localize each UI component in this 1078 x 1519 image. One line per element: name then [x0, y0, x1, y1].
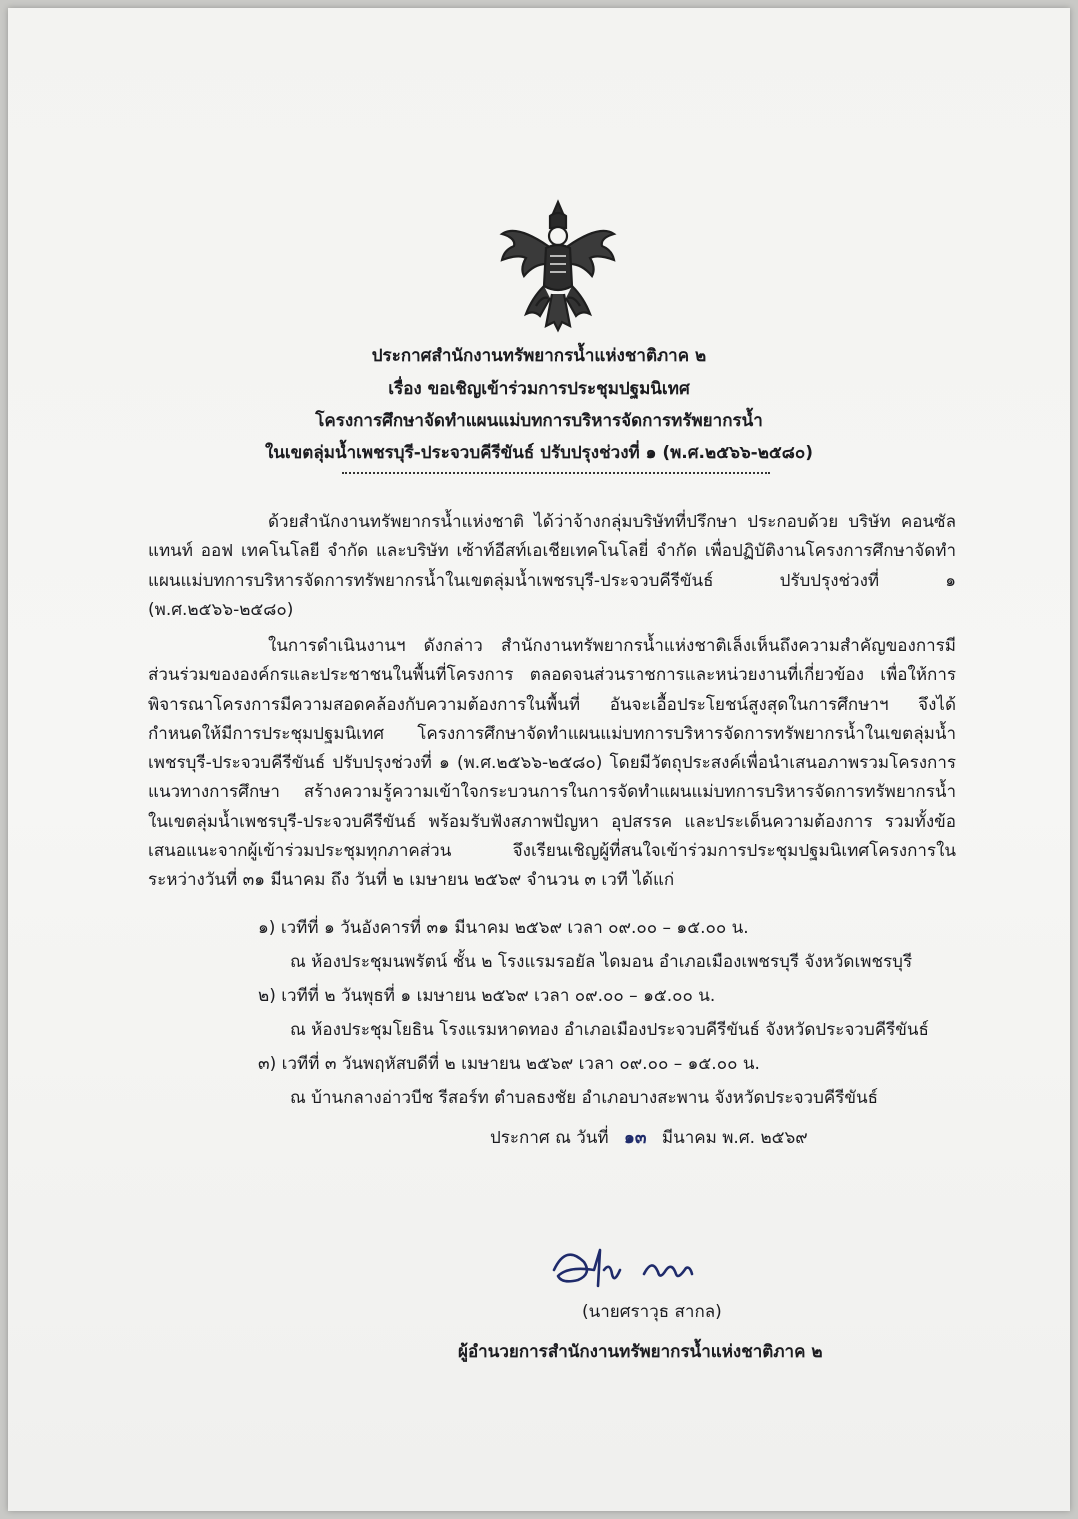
session-1-time: ๑) เวทีที่ ๑ วันอังคารที่ ๓๑ มีนาคม ๒๕๖๙ เวลา ๐๙.๐๐ – ๑๕.๐๐ น. [258, 918, 749, 938]
project-scope-line: ในเขตลุ่มน้ำเพชรบุรี-ประจวบคีรีขันธ์ ปรับปรุงช่วงที่ ๑ (พ.ศ.๒๕๖๖-๒๕๘๐) [264, 443, 814, 463]
body-paragraph-2: ในการดำเนินงานฯ ดังกล่าว สำนักงานทรัพยากรน้ำแห่งชาติเล็งเห็นถึงความสำคัญของการมีส่วนร่วมขององค์กรและประชาชนในพื้นที่โครงการ ตลอดจนส่วนราชการและหน่วยงานที่เกี่ยวข้อง เพื่อให้การพิจารณาโครงการมีความสอดคล้องกับความต้องการในพื้นที่ อันจะเอื้อประโยชน์สูงสุดในการศึกษาฯ จึงได้กำหนดให้มีการประชุมปฐมนิเทศ โครงการศึกษาจัดทำแผนแม่บทการบริหารจัดการทรัพยากรน้ำในเขตลุ่มน้ำเพชรบุรี-ประจวบคีรีขันธ์ ปรับปรุงช่วงที่ ๑ (พ.ศ.๒๕๖๖-๒๕๘๐) โดยมีวัตถุประสงค์เพื่อนำเสนอภาพรวมโครงการ แนวทางการศึกษา สร้างความรู้ความเข้าใจกระบวนการในการจัดทำแผนแม่บทการบริหารจัดการทรัพยากรน้ำในเขตลุ่มน้ำเพชรบุรี-ประจวบคีรีขันธ์ พร้อมรับฟังสภาพปัญหา อุปสรรค และประเด็นความต้องการ รวมทั้งข้อเสนอแนะจากผู้เข้าร่วมประชุมทุกภาคส่วน จึงเรียนเชิญผู้ที่สนใจเข้าร่วมการประชุมปฐมนิเทศโครงการในระหว่างวันที่ ๓๑ มีนาคม ถึง วันที่ ๒ เมษายน ๒๕๖๙ จำนวน ๓ เวที ได้แก่ [148, 636, 956, 891]
session-2-time: ๒) เวทีที่ ๒ วันพุธที่ ๑ เมษายน ๒๕๖๙ เวลา ๐๙.๐๐ – ๑๕.๐๐ น. [258, 986, 716, 1006]
project-name-line: โครงการศึกษาจัดทำแผนแม่บทการบริหารจัดการทรัพยากรน้ำ [315, 411, 763, 431]
announce-month-year: มีนาคม พ.ศ. ๒๕๖๙ [661, 1128, 808, 1148]
garuda-emblem-icon [496, 194, 620, 336]
document-page [8, 8, 1070, 1511]
signatory-position: ผู้อำนวยการสำนักงานทรัพยากรน้ำแห่งชาติภาค ๒ [458, 1342, 823, 1362]
session-3-venue: ณ บ้านกลางอ่าวบีช รีสอร์ท ตำบลธงชัย อำเภอบางสะพาน จังหวัดประจวบคีรีขันธ์ [290, 1088, 878, 1108]
announce-day: ๑๓ [624, 1128, 647, 1148]
announce-date [490, 1126, 808, 1150]
body-paragraph-1: ด้วยสำนักงานทรัพยากรน้ำแห่งชาติ ได้ว่าจ้างกลุ่มบริษัทที่ปรึกษา ประกอบด้วย บริษัท คอนซัลแทนท์ ออฟ เทคโนโลยี จำกัด และบริษัท เซ้าท์อีสท์เอเชียเทคโนโลยี่ จำกัด เพื่อปฏิบัติงานโครงการศึกษาจัดทำแผนแม่บทการบริหารจัดการทรัพยากรน้ำในเขตลุ่มน้ำเพชรบุรี-ประจวบคีรีขันธ์ ปรับปรุงช่วงที่ ๑ (พ.ศ.๒๕๖๖-๒๕๘๐) [148, 512, 956, 620]
session-3-time: ๓) เวทีที่ ๓ วันพฤหัสบดีที่ ๒ เมษายน ๒๕๖๙ เวลา ๐๙.๐๐ – ๑๕.๐๐ น. [258, 1054, 760, 1074]
announce-prefix: ประกาศ ณ วันที่ [490, 1128, 609, 1148]
session-2-venue: ณ ห้องประชุมโยธิน โรงแรมหาดทอง อำเภอเมืองประจวบคีรีขันธ์ จังหวัดประจวบคีรีขันธ์ [290, 1020, 929, 1040]
session-1-venue: ณ ห้องประชุมนพรัตน์ ชั้น ๒ โรงแรมรอยัล ไดมอน อำเภอเมืองเพชรบุรี จังหวัดเพชรบุรี [290, 952, 913, 972]
dotted-divider [342, 472, 770, 474]
signatory-name: (นายศราวุธ สากล) [582, 1302, 722, 1322]
announcement-title: ประกาศสำนักงานทรัพยากรน้ำแห่งชาติภาค ๒ [371, 346, 707, 366]
subject-line: เรื่อง ขอเชิญเข้าร่วมการประชุมปฐมนิเทศ [388, 379, 690, 399]
handwritten-signature [548, 1240, 728, 1302]
